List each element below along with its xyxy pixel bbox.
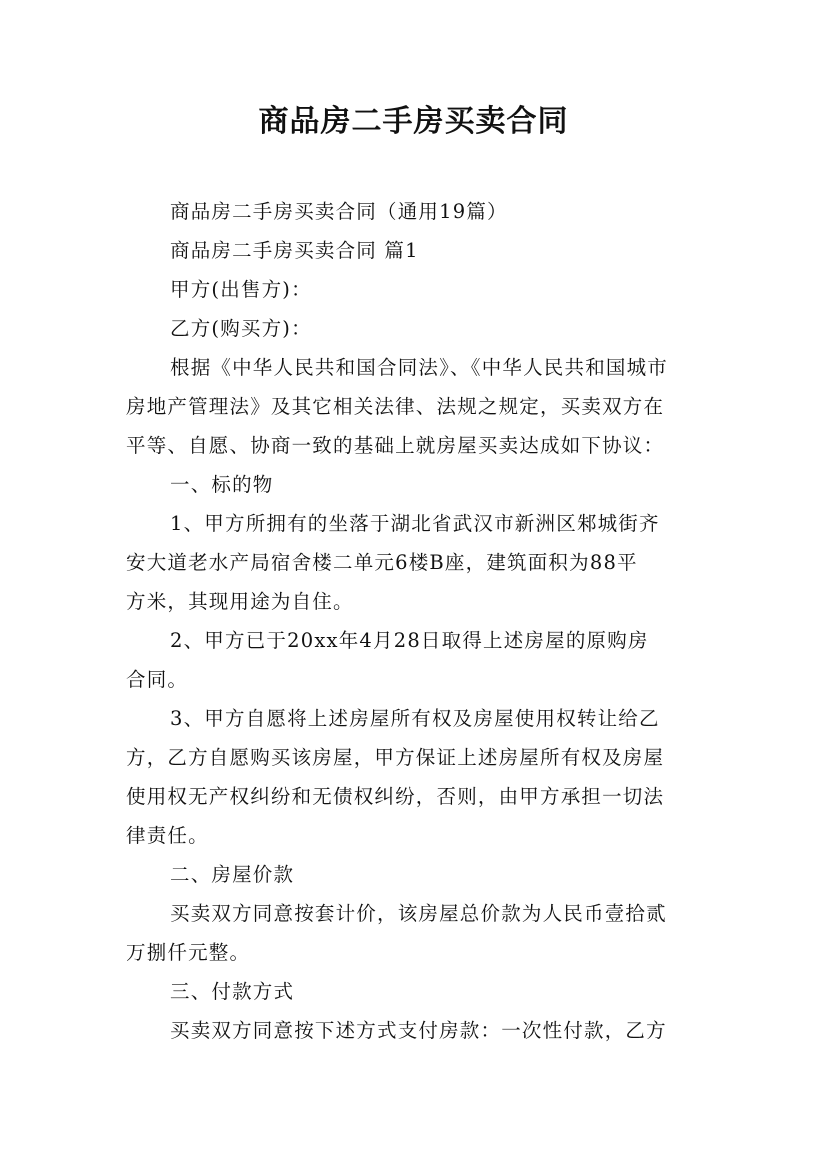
- paragraph-line: 乙方(购买方)：: [170, 317, 312, 340]
- paragraph-line: 二、房屋价款: [170, 863, 295, 886]
- paragraph-line: 房地产管理法》及其它相关法律、法规之规定，买卖双方在: [126, 395, 665, 418]
- paragraph-line: 买卖双方同意按下述方式支付房款：一次性付款，乙方: [170, 1019, 667, 1042]
- paragraph: [126, 465, 712, 504]
- paragraph-line: 安大道老水产局宿舍楼二单元6楼B座，建筑面积为88平: [126, 551, 638, 574]
- paragraph-line: 买卖双方同意按套计价，该房屋总价款为人民币壹拾贰: [170, 902, 667, 925]
- paragraph: [126, 348, 712, 465]
- paragraph-line: 3、甲方自愿将上述房屋所有权及房屋使用权转让给乙: [170, 707, 660, 730]
- paragraph-line: 商品房二手房买卖合同（通用19篇）: [170, 200, 508, 223]
- paragraph: [126, 972, 712, 1011]
- paragraph-line: 商品房二手房买卖合同 篇1: [170, 239, 419, 262]
- paragraph-line: 方米，其现用途为自住。: [126, 590, 354, 613]
- paragraph: [126, 1011, 712, 1050]
- paragraph: [126, 309, 712, 348]
- paragraph: [126, 504, 712, 621]
- paragraph-line: 根据《中华人民共和国合同法》、《中华人民共和国城市: [170, 356, 669, 379]
- paragraph-line: 使用权无产权纠纷和无债权纠纷，否则，由甲方承担一切法: [126, 785, 665, 808]
- paragraph-line: 2、甲方已于20xx年4月28日取得上述房屋的原购房: [170, 629, 649, 652]
- paragraph: [126, 192, 712, 231]
- paragraph: [126, 621, 712, 699]
- paragraph-line: 甲方(出售方)：: [170, 278, 312, 301]
- paragraph-line: 律责任。: [126, 824, 209, 847]
- paragraph-line: 合同。: [126, 668, 189, 691]
- paragraph: [126, 855, 712, 894]
- paragraph: [126, 699, 712, 855]
- paragraph-line: 一、标的物: [170, 473, 274, 496]
- paragraph-line: 三、付款方式: [170, 980, 295, 1003]
- paragraph-line: 万捌仟元整。: [126, 941, 251, 964]
- paragraph-line: 1、甲方所拥有的坐落于湖北省武汉市新洲区邾城街齐: [170, 512, 660, 535]
- document-title: 商品房二手房买卖合同: [258, 104, 569, 139]
- paragraph-line: 平等、自愿、协商一致的基础上就房屋买卖达成如下协议：: [126, 434, 665, 457]
- paragraph-line: 方，乙方自愿购买该房屋，甲方保证上述房屋所有权及房屋: [126, 746, 665, 769]
- paragraph: [126, 231, 712, 270]
- paragraph: [126, 270, 712, 309]
- document-body: [126, 192, 712, 1050]
- paragraph: [126, 894, 712, 972]
